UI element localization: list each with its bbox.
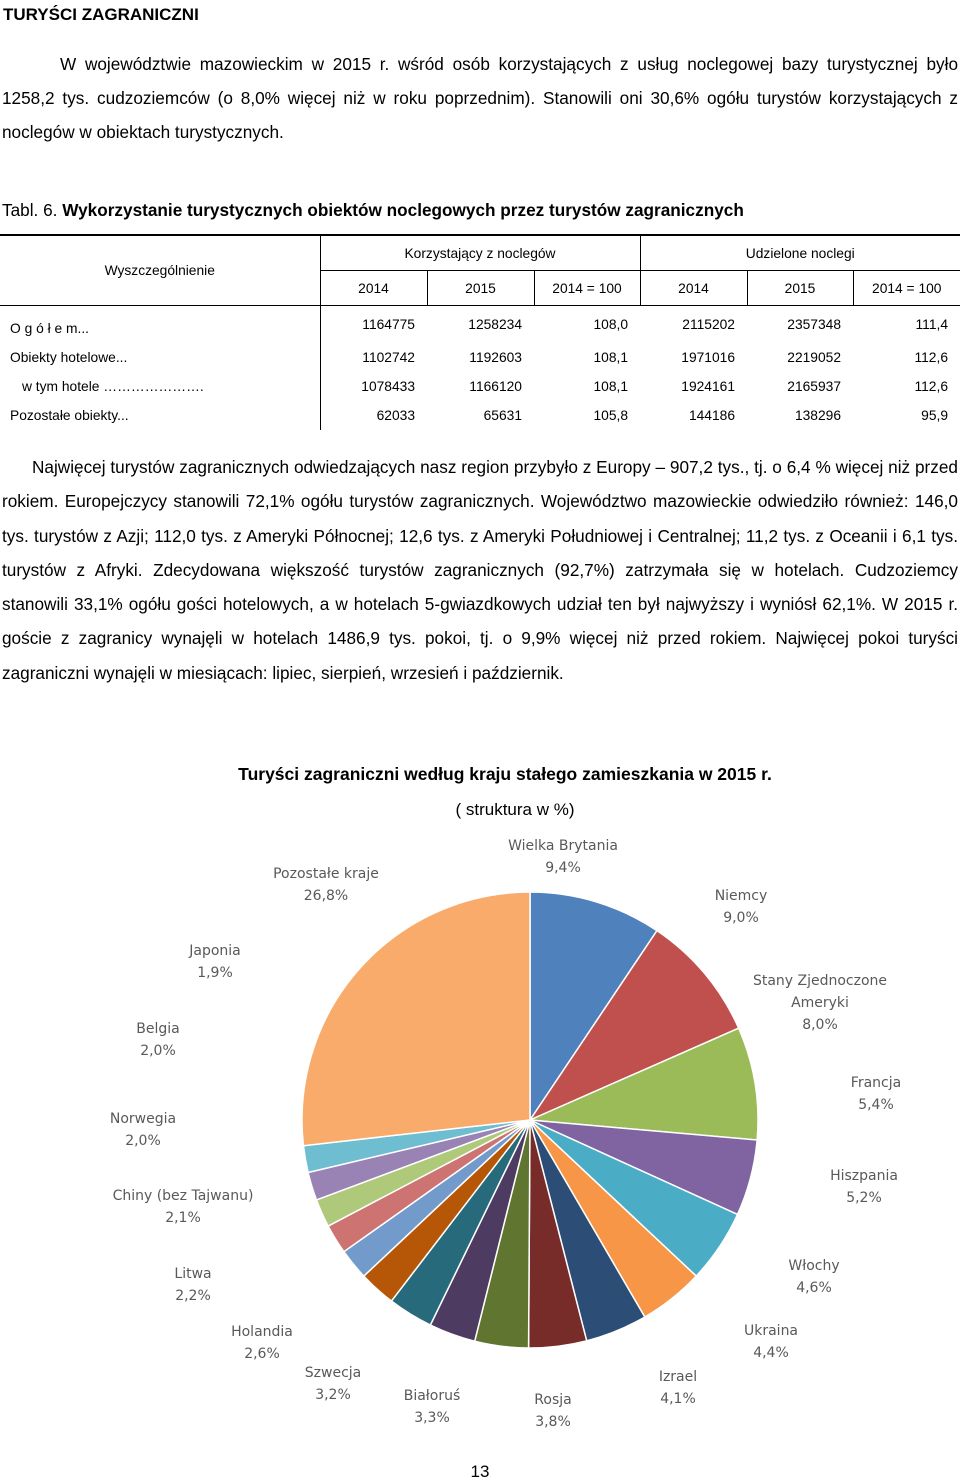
table-cell: 112,6 xyxy=(914,379,948,394)
col-header: 2014 xyxy=(640,271,747,306)
col-header: 2015 xyxy=(747,271,853,306)
table-cell: 108,1 xyxy=(593,379,628,394)
col-header: 2014 = 100 xyxy=(534,271,640,306)
row-leader-dots: ... xyxy=(115,350,128,365)
slice-label: Izrael 4,1% xyxy=(658,1369,698,1407)
table-cell: 2165937 xyxy=(787,379,841,394)
table-cell: 1102742 xyxy=(320,343,427,372)
table-number: Tabl. 6. xyxy=(2,200,58,220)
slice-label: Litwa 2,2% xyxy=(174,1266,212,1304)
table-cell: 2357348 xyxy=(787,317,841,332)
slice-label: Holandia 2,6% xyxy=(231,1324,293,1362)
table-cell: 144186 xyxy=(688,408,735,423)
table-cell: 2219052 xyxy=(787,350,841,365)
table-cell: 62033 xyxy=(320,401,427,430)
slice-label: Włochy 4,6% xyxy=(788,1258,840,1296)
table-title-text: Wykorzystanie turystycznych obiektów noclegowych przez turystów zagranicznych xyxy=(62,200,744,220)
table-cell: 1924161 xyxy=(681,379,735,394)
slice-label: Francja 5,4% xyxy=(850,1075,902,1113)
row-leader-dots: ... xyxy=(77,321,89,336)
table-cell: 112,6 xyxy=(914,350,948,365)
table-cell: 65631 xyxy=(483,408,522,423)
col-group-lodging-users: Korzystający z noclegów xyxy=(320,235,640,271)
analysis-paragraph: Najwięcej turystów zagranicznych odwiedzających nasz region przybyło z Europy – 907,2 tys., tj. o 6,4 % więcej niż przed rokiem. Europejczycy stanowili 72,1% ogółu turystów zagranicznych. Województwo mazowieckie odwiedziło również: 146,0 tys. turystów z Azji; 112,0 tys. z Ameryki Północnej; 12,6 tys. z Ameryki Południowej i Centralnej; 11,2 tys. z Oceanii i 6,1 tys. turystów z Afryki. Zdecydowana większość turystów zagranicznych (92,7%) zatrzymała się w hotelach. Cudzoziemcy stanowili 33,1% ogółu gości hotelowych, a w hotelach 5-gwiazdkowych udział ten był najwyższy i wyniósł 62,1%. W 2015 r. goście z zagranicy wynajęli w hotelach 1486,9 tys. pokoi, tj. o 9,9% więcej niż przed rokiem. Najwięcej pokoi turyści zagraniczni wynajęli w miesiącach: lipiec, sierpień, wrzesień i październik. xyxy=(2,457,958,683)
intro-paragraph: W województwie mazowieckim w 2015 r. wśród osób korzystających z usług noclegowej bazy turystycznej było 1258,2 tys. cudzoziemców (o 8,0% więcej niż w roku poprzednim). Stanowili oni 30,6% ogółu turystów korzystających z noclegów w obiektach turystycznych. xyxy=(2,54,958,142)
table-cell: 1164775 xyxy=(320,306,427,344)
slice-label: Wielka Brytania 9,4% xyxy=(508,838,618,876)
slice-label: Rosja 3,8% xyxy=(534,1392,572,1430)
table-cell: 1166120 xyxy=(469,379,522,394)
slice-label: Japonia 1,9% xyxy=(189,943,241,981)
slice-label: Chiny (bez Tajwanu) 2,1% xyxy=(112,1188,254,1226)
table-cell: 111,4 xyxy=(915,317,948,332)
table-cell: 1192603 xyxy=(469,350,522,365)
col-header: 2014 = 100 xyxy=(853,271,960,306)
slice-label: Stany Zjednoczone Ameryki 8,0% xyxy=(752,973,888,1033)
slice-label: Białoruś 3,3% xyxy=(403,1388,461,1426)
table-cell: 2115202 xyxy=(682,317,735,332)
table-cell: 108,1 xyxy=(593,350,628,365)
col-header: 2014 xyxy=(320,271,427,306)
chart-title: Turyści zagraniczni według kraju stałego zamieszkania w 2015 r. xyxy=(238,764,772,784)
slice-label: Pozostałe kraje 26,8% xyxy=(273,866,379,904)
slice-label: Niemcy 9,0% xyxy=(714,888,768,926)
page-number: 13 xyxy=(470,1462,490,1481)
chart-subtitle: ( struktura w %) xyxy=(455,800,575,819)
section-heading: TURYŚCI ZAGRANICZNI xyxy=(3,5,199,24)
row-label: w tym hotele xyxy=(22,379,100,394)
table-cell: 1078433 xyxy=(320,372,427,401)
table-cell: 105,8 xyxy=(593,408,628,423)
slice-label: Norwegia 2,0% xyxy=(109,1111,177,1149)
row-leader-dots: ... xyxy=(117,408,129,423)
row-label: O g ó ł e m xyxy=(10,321,78,336)
row-label: Obiekty hotelowe xyxy=(10,350,116,365)
slice-label: Ukraina 4,4% xyxy=(743,1323,799,1361)
table-cell: 108,0 xyxy=(593,317,628,332)
table-cell: 1258234 xyxy=(468,317,522,332)
row-label: Pozostałe obiekty xyxy=(10,408,118,423)
row-leader-dots: …………………. xyxy=(103,379,204,394)
slice-label: Szwecja 3,2% xyxy=(304,1365,362,1403)
col-header-spec: Wyszczególnienie xyxy=(0,235,320,306)
slice-label: Hiszpania 5,2% xyxy=(830,1168,898,1206)
pie-slice xyxy=(302,892,530,1146)
table-cell: 1971016 xyxy=(681,350,735,365)
slice-label: Belgia 2,0% xyxy=(136,1021,180,1059)
table-cell: 95,9 xyxy=(921,408,948,423)
col-group-nights: Udzielone noclegi xyxy=(640,235,960,271)
col-header: 2015 xyxy=(427,271,534,306)
table-cell: 138296 xyxy=(794,408,841,423)
